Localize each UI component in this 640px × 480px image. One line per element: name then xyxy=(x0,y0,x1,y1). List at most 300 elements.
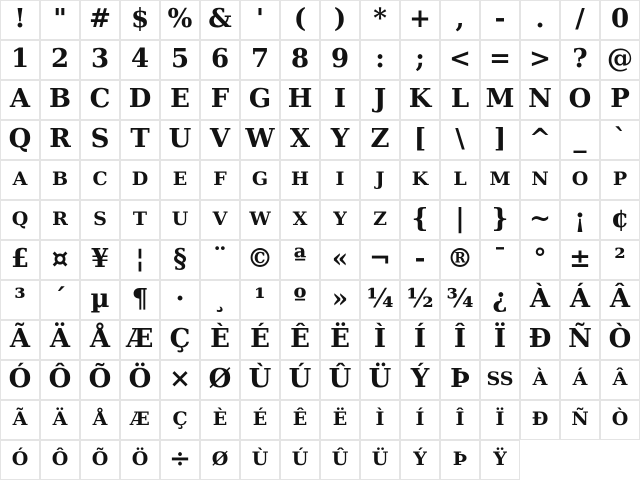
glyph-cell xyxy=(0,240,40,280)
glyph: 1 xyxy=(10,44,30,74)
glyph-cell xyxy=(360,280,400,320)
glyph: M xyxy=(485,84,515,114)
glyph: = xyxy=(489,44,511,74)
glyph-cell xyxy=(320,120,360,160)
glyph: Ñ xyxy=(568,324,592,354)
glyph: ° xyxy=(533,244,547,274)
glyph: Ë xyxy=(330,324,350,354)
glyph-cell xyxy=(160,200,200,240)
small-caps-glyph: Ä xyxy=(52,408,68,430)
glyph-cell xyxy=(200,0,240,40)
glyph: < xyxy=(449,44,471,74)
glyph: | xyxy=(455,204,465,234)
glyph: × xyxy=(169,364,191,394)
small-caps-glyph: Ì xyxy=(375,408,385,430)
glyph-cell xyxy=(280,160,320,200)
small-caps-glyph: Õ xyxy=(91,448,109,470)
glyph: H xyxy=(287,84,313,114)
glyph-cell xyxy=(80,320,120,360)
glyph-cell xyxy=(560,160,600,200)
glyph-cell xyxy=(600,360,640,400)
glyph-cell xyxy=(80,0,120,40)
glyph-cell xyxy=(480,280,520,320)
small-caps-glyph: P xyxy=(612,168,628,190)
glyph: ! xyxy=(14,4,26,34)
small-caps-glyph: Å xyxy=(92,408,108,430)
glyph-cell xyxy=(360,200,400,240)
glyph-cell xyxy=(360,320,400,360)
small-caps-glyph: T xyxy=(132,208,148,230)
small-caps-glyph: I xyxy=(335,168,345,190)
glyph-cell xyxy=(240,440,280,480)
glyph-cell xyxy=(240,0,280,40)
glyph: ¦ xyxy=(135,244,145,274)
glyph: 6 xyxy=(210,44,230,74)
glyph-cell xyxy=(120,360,160,400)
glyph-cell xyxy=(240,320,280,360)
glyph-cell xyxy=(120,280,160,320)
glyph-cell xyxy=(400,240,440,280)
glyph: ¨ xyxy=(213,244,227,274)
glyph: À xyxy=(529,284,551,314)
glyph-cell xyxy=(40,0,80,40)
glyph: ' xyxy=(256,4,264,34)
glyph: Ê xyxy=(290,324,310,354)
glyph: 9 xyxy=(330,44,350,74)
glyph: 3 xyxy=(90,44,110,74)
glyph: + xyxy=(409,4,431,34)
glyph-cell xyxy=(80,200,120,240)
glyph: Y xyxy=(330,124,350,154)
glyph-cell xyxy=(440,0,480,40)
glyph-cell xyxy=(280,240,320,280)
glyph-cell xyxy=(160,40,200,80)
glyph: ¶ xyxy=(131,284,149,314)
glyph: É xyxy=(250,324,270,354)
glyph-cell xyxy=(560,200,600,240)
glyph: ¼ xyxy=(366,284,394,314)
glyph: O xyxy=(568,84,592,114)
glyph: N xyxy=(528,84,552,114)
glyph-cell xyxy=(520,240,560,280)
glyph-cell xyxy=(40,40,80,80)
glyph-cell xyxy=(320,40,360,80)
small-caps-glyph: R xyxy=(52,208,68,230)
glyph-cell xyxy=(40,120,80,160)
glyph: A xyxy=(9,84,31,114)
glyph-cell xyxy=(400,0,440,40)
glyph: Z xyxy=(370,124,390,154)
small-caps-glyph: F xyxy=(213,168,227,190)
glyph: B xyxy=(49,84,71,114)
glyph: ~ xyxy=(529,204,551,234)
glyph-cell xyxy=(0,40,40,80)
glyph-cell xyxy=(120,0,160,40)
glyph: 0 xyxy=(610,4,630,34)
small-caps-glyph: N xyxy=(531,168,549,190)
glyph: ¾ xyxy=(446,284,474,314)
glyph-cell xyxy=(560,320,600,360)
glyph-cell xyxy=(120,80,160,120)
glyph: Q xyxy=(8,124,32,154)
glyph: : xyxy=(375,44,385,74)
glyph-cell xyxy=(40,280,80,320)
glyph-cell xyxy=(120,120,160,160)
glyph: Ï xyxy=(493,324,507,354)
glyph-cell xyxy=(280,280,320,320)
glyph: Í xyxy=(413,324,427,354)
glyph-cell xyxy=(520,40,560,80)
glyph: K xyxy=(408,84,432,114)
glyph-cell xyxy=(400,160,440,200)
glyph-cell xyxy=(600,280,640,320)
glyph-cell xyxy=(520,80,560,120)
glyph-cell xyxy=(200,240,240,280)
small-caps-glyph: S xyxy=(93,208,107,230)
glyph: F xyxy=(210,84,230,114)
small-caps-glyph: Þ xyxy=(452,448,468,470)
glyph: ] xyxy=(493,124,507,154)
glyph-cell xyxy=(120,160,160,200)
small-caps-glyph: Ñ xyxy=(571,408,589,430)
glyph: ¡ xyxy=(574,204,586,234)
glyph-cell xyxy=(80,440,120,480)
glyph-cell xyxy=(40,320,80,360)
glyph: Ò xyxy=(608,324,632,354)
glyph-cell xyxy=(600,200,640,240)
glyph-cell xyxy=(200,160,240,200)
glyph: Ð xyxy=(528,324,552,354)
glyph: · xyxy=(175,284,185,314)
glyph-cell xyxy=(480,120,520,160)
glyph: W xyxy=(245,124,275,154)
small-caps-glyph: È xyxy=(212,408,228,430)
small-caps-glyph: Á xyxy=(572,368,588,390)
glyph-cell xyxy=(400,440,440,480)
glyph-cell xyxy=(560,40,600,80)
small-caps-glyph: À xyxy=(532,368,548,390)
glyph-cell xyxy=(280,200,320,240)
glyph: Þ xyxy=(450,364,470,394)
glyph: 2 xyxy=(50,44,70,74)
glyph-cell xyxy=(600,400,640,440)
glyph: ® xyxy=(447,244,473,274)
glyph: T xyxy=(130,124,150,154)
glyph-cell xyxy=(400,200,440,240)
glyph-cell xyxy=(280,120,320,160)
glyph-cell xyxy=(320,80,360,120)
glyph-cell xyxy=(440,360,480,400)
glyph-cell xyxy=(160,240,200,280)
small-caps-glyph: O xyxy=(571,168,589,190)
glyph: È xyxy=(210,324,230,354)
glyph: £ xyxy=(10,244,30,274)
glyph: ¬ xyxy=(369,244,391,274)
small-caps-glyph: M xyxy=(489,168,511,190)
glyph-cell xyxy=(360,240,400,280)
glyph-cell xyxy=(240,240,280,280)
glyph: ¸ xyxy=(213,284,227,314)
small-caps-glyph: Ø xyxy=(211,448,229,470)
glyph-cell xyxy=(600,240,640,280)
glyph-cell xyxy=(160,320,200,360)
glyph-cell xyxy=(440,40,480,80)
glyph-cell xyxy=(320,240,360,280)
small-caps-glyph: X xyxy=(292,208,308,230)
glyph-cell xyxy=(200,400,240,440)
glyph-cell xyxy=(160,120,200,160)
glyph-cell xyxy=(320,160,360,200)
small-caps-glyph: A xyxy=(12,168,28,190)
glyph-cell xyxy=(440,400,480,440)
small-caps-glyph: Î xyxy=(455,408,465,430)
small-caps-glyph: Ÿ xyxy=(493,448,507,470)
glyph-cell xyxy=(0,0,40,40)
glyph: ² xyxy=(614,244,626,274)
small-caps-glyph: W xyxy=(249,208,271,230)
glyph-cell xyxy=(240,160,280,200)
glyph-cell xyxy=(40,240,80,280)
glyph-cell xyxy=(80,280,120,320)
glyph-cell xyxy=(160,160,200,200)
glyph-cell xyxy=(440,240,480,280)
small-caps-glyph: Û xyxy=(331,448,349,470)
glyph-cell xyxy=(40,360,80,400)
glyph: * xyxy=(373,4,387,34)
small-caps-glyph: D xyxy=(131,168,149,190)
glyph: Õ xyxy=(88,364,112,394)
glyph-cell xyxy=(400,360,440,400)
glyph: E xyxy=(170,84,190,114)
glyph-cell xyxy=(360,120,400,160)
glyph-cell xyxy=(200,360,240,400)
glyph: © xyxy=(247,244,273,274)
glyph-cell xyxy=(0,160,40,200)
small-caps-glyph: Ç xyxy=(172,408,188,430)
glyph-cell xyxy=(80,120,120,160)
glyph-cell xyxy=(240,120,280,160)
glyph: ` xyxy=(613,124,627,154)
small-caps-glyph: Ã xyxy=(12,408,28,430)
glyph: µ xyxy=(90,284,110,314)
glyph-cell xyxy=(320,200,360,240)
glyph: V xyxy=(209,124,231,154)
glyph-cell xyxy=(0,360,40,400)
glyph-cell xyxy=(440,440,480,480)
glyph: ( xyxy=(293,4,307,34)
glyph-cell xyxy=(0,200,40,240)
glyph: P xyxy=(610,84,630,114)
small-caps-glyph: Ü xyxy=(371,448,389,470)
glyph: \ xyxy=(455,124,465,154)
glyph-cell xyxy=(240,40,280,80)
small-caps-glyph: K xyxy=(411,168,429,190)
small-caps-glyph: Ý xyxy=(413,448,427,470)
glyph-cell xyxy=(160,360,200,400)
glyph: ³ xyxy=(14,284,26,314)
glyph-cell xyxy=(480,80,520,120)
glyph-cell xyxy=(560,80,600,120)
glyph: & xyxy=(208,4,232,34)
glyph-cell xyxy=(200,120,240,160)
glyph-cell xyxy=(480,40,520,80)
glyph-cell xyxy=(440,80,480,120)
glyph-cell xyxy=(240,280,280,320)
glyph-cell xyxy=(480,0,520,40)
glyph-cell xyxy=(80,40,120,80)
glyph-cell xyxy=(40,400,80,440)
glyph: _ xyxy=(573,124,587,154)
glyph-cell xyxy=(320,440,360,480)
glyph: Ì xyxy=(373,324,387,354)
glyph: ¿ xyxy=(492,284,508,314)
glyph: Û xyxy=(328,364,352,394)
glyph-cell xyxy=(320,400,360,440)
glyph-cell xyxy=(440,280,480,320)
glyph-cell xyxy=(80,240,120,280)
small-caps-glyph: Æ xyxy=(130,408,150,430)
glyph: Ä xyxy=(49,324,71,354)
glyph-cell xyxy=(80,360,120,400)
small-caps-glyph: Z xyxy=(373,208,387,230)
glyph-cell xyxy=(360,440,400,480)
small-caps-glyph: Ó xyxy=(11,448,29,470)
glyph: % xyxy=(167,4,193,34)
glyph-cell xyxy=(360,360,400,400)
glyph-cell xyxy=(520,400,560,440)
small-caps-glyph: Ô xyxy=(51,448,69,470)
glyph-cell xyxy=(600,160,640,200)
glyph-cell xyxy=(520,120,560,160)
glyph: Ö xyxy=(128,364,152,394)
glyph: Ô xyxy=(48,364,72,394)
glyph: G xyxy=(248,84,272,114)
glyph: # xyxy=(89,4,111,34)
glyph: ¯ xyxy=(493,244,507,274)
glyph-cell xyxy=(400,320,440,360)
glyph: ª xyxy=(293,244,307,274)
glyph: [ xyxy=(413,124,427,154)
small-caps-glyph: G xyxy=(251,168,269,190)
glyph: Ü xyxy=(368,364,392,394)
glyph-cell xyxy=(80,80,120,120)
glyph-cell xyxy=(400,400,440,440)
glyph-cell xyxy=(440,160,480,200)
glyph-cell xyxy=(320,320,360,360)
glyph: { xyxy=(411,204,429,234)
glyph-cell xyxy=(0,320,40,360)
glyph-cell xyxy=(480,400,520,440)
glyph-cell xyxy=(160,0,200,40)
glyph-cell xyxy=(400,40,440,80)
glyph-cell xyxy=(200,200,240,240)
glyph-cell xyxy=(440,120,480,160)
small-caps-glyph: Ö xyxy=(131,448,149,470)
small-caps-glyph: Ð xyxy=(531,408,549,430)
glyph-cell xyxy=(120,40,160,80)
glyph-cell xyxy=(320,0,360,40)
glyph-cell xyxy=(480,160,520,200)
glyph-cell xyxy=(560,120,600,160)
glyph-cell xyxy=(120,440,160,480)
glyph-cell xyxy=(600,320,640,360)
small-caps-glyph: U xyxy=(171,208,189,230)
glyph-cell xyxy=(80,160,120,200)
glyph-cell xyxy=(120,240,160,280)
glyph-cell xyxy=(160,80,200,120)
glyph: ^ xyxy=(529,124,551,154)
glyph-cell xyxy=(360,400,400,440)
glyph: @ xyxy=(607,44,633,74)
glyph-cell xyxy=(480,360,520,400)
glyph-cell xyxy=(520,0,560,40)
glyph: Ã xyxy=(9,324,31,354)
glyph: ; xyxy=(415,44,425,74)
glyph: Â xyxy=(609,284,631,314)
small-caps-glyph: Ê xyxy=(292,408,308,430)
glyph: ? xyxy=(572,44,588,74)
glyph-cell xyxy=(200,40,240,80)
glyph-cell xyxy=(480,440,520,480)
glyph-cell xyxy=(280,320,320,360)
glyph: I xyxy=(333,84,347,114)
glyph-cell xyxy=(280,80,320,120)
glyph-cell xyxy=(520,200,560,240)
glyph-cell xyxy=(240,400,280,440)
glyph: ´ xyxy=(53,284,67,314)
glyph-cell xyxy=(560,0,600,40)
glyph: ÷ xyxy=(169,444,191,474)
glyph-cell xyxy=(280,360,320,400)
glyph-cell xyxy=(360,0,400,40)
glyph: § xyxy=(173,244,187,274)
glyph: ± xyxy=(569,244,591,274)
glyph: » xyxy=(331,284,349,314)
glyph-cell xyxy=(200,320,240,360)
small-caps-glyph: Q xyxy=(11,208,29,230)
glyph-cell xyxy=(40,440,80,480)
small-caps-glyph: C xyxy=(92,168,108,190)
small-caps-glyph: V xyxy=(212,208,228,230)
small-caps-glyph: Í xyxy=(415,408,425,430)
glyph-cell xyxy=(600,40,640,80)
glyph: / xyxy=(575,4,585,34)
glyph-cell xyxy=(440,200,480,240)
glyph-cell xyxy=(600,80,640,120)
small-caps-glyph: L xyxy=(453,168,467,190)
small-caps-glyph: Ù xyxy=(251,448,269,470)
small-caps-glyph: B xyxy=(51,168,69,190)
small-caps-glyph: Ú xyxy=(291,448,309,470)
glyph-cell xyxy=(400,280,440,320)
glyph: ¥ xyxy=(90,244,110,274)
glyph-cell xyxy=(40,80,80,120)
glyph-cell xyxy=(200,440,240,480)
glyph-cell xyxy=(560,280,600,320)
glyph-cell xyxy=(360,40,400,80)
glyph: S xyxy=(90,124,110,154)
glyph: Ø xyxy=(208,364,232,394)
small-caps-glyph: Ë xyxy=(332,408,348,430)
glyph-cell xyxy=(560,400,600,440)
glyph: Ó xyxy=(8,364,32,394)
glyph-cell xyxy=(280,0,320,40)
glyph-cell xyxy=(160,440,200,480)
glyph: Ç xyxy=(169,324,191,354)
glyph: Ú xyxy=(288,364,312,394)
glyph: 5 xyxy=(170,44,190,74)
glyph-cell xyxy=(480,200,520,240)
